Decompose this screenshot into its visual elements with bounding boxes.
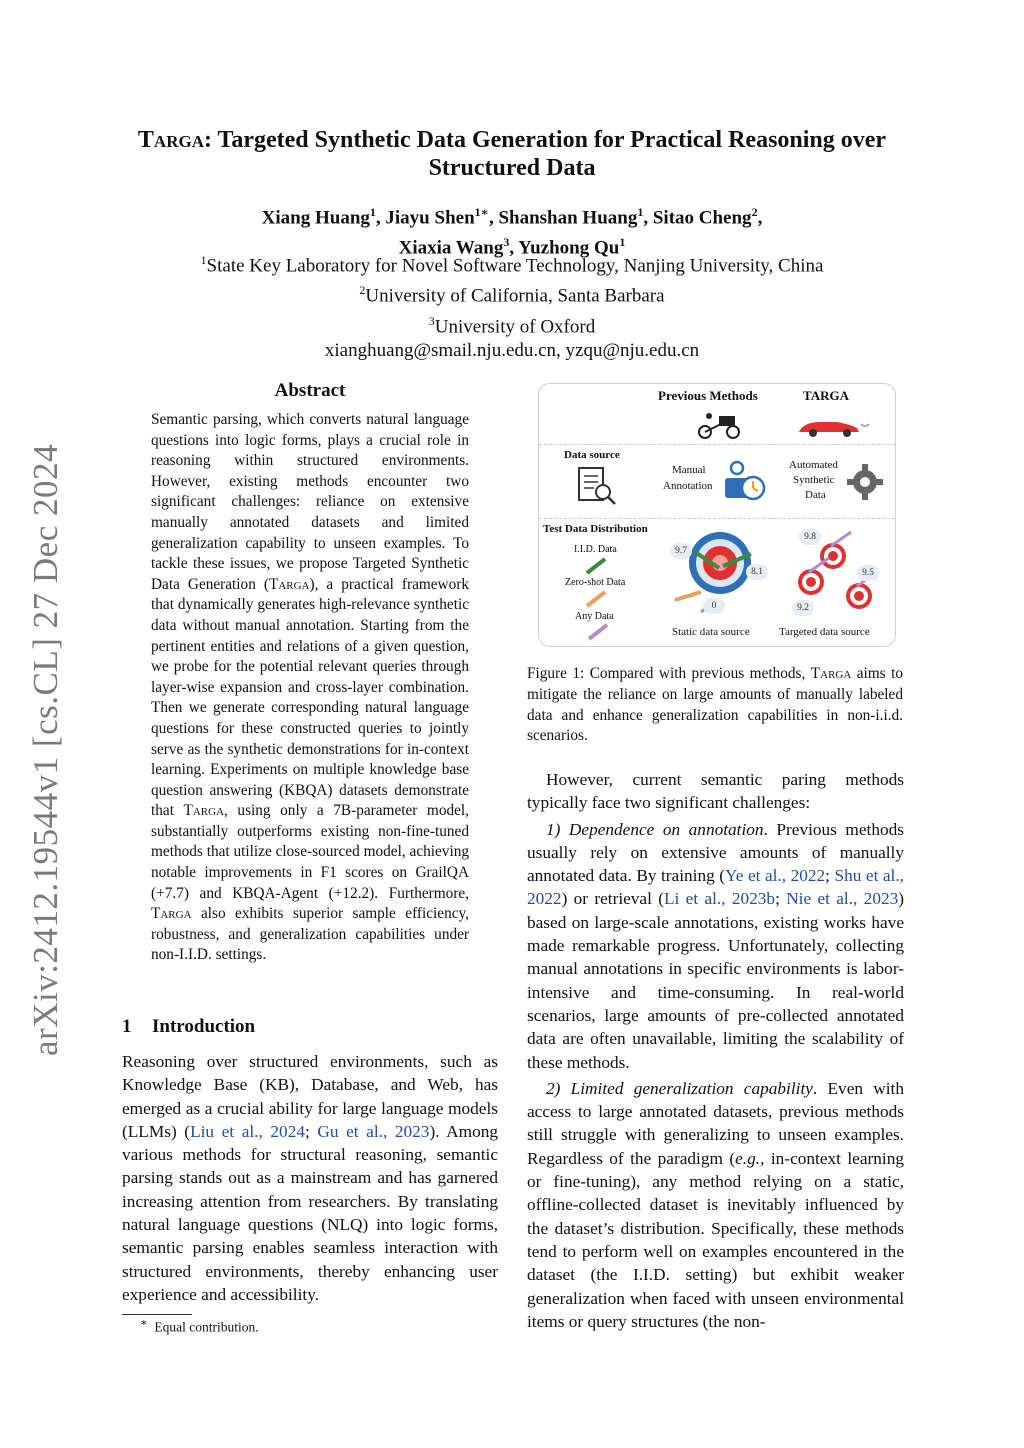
author-name: Jiayu Shen [385,207,475,229]
footnote-mark: ∗ [140,1317,148,1329]
author-list: Xiang Huang$^1$, Jiayu Shen$^{1∗}$, Shanshan Huang$^1$, Sitao Cheng$^2$, Xiaxia Wang$^3$, Yuzhong Qu$^1$ [261,205,763,259]
arrow-green-icon [585,557,607,575]
abstract-text [151,410,469,966]
author-name: Xiang Huang [261,207,370,229]
targeted-source-label: Targeted data source [779,626,870,638]
footnote-rule [122,1314,192,1315]
challenge-heading: 2) Limited generalization capability [546,1078,813,1098]
section-title: Introduction [152,1016,256,1037]
paragraph-text: e.g., [735,1148,765,1168]
citation-link[interactable]: Li et al., 2023b [663,889,776,909]
section-heading-introduction [122,1016,255,1038]
figure-1 [538,383,896,647]
figure-divider [539,444,895,445]
title-line2: Structured Data [428,155,596,181]
author-affil-mark: 1 [637,205,644,219]
affil-mark: 2 [359,283,366,298]
abstract-part: Semantic parsing, which converts natural language questions into logic forms, plays a crucial role in reasoning within structured environments. However, existing methods encounter two significant challenges: reliance on extensive manually annotated datasets and limited generalization capability to unseen examples. To tackle these issues, we propose Targeted Synthetic Data Generation ( [151,411,469,593]
score-targeted-zeroshot: 9.5 [857,565,879,581]
score-targeted-any: 9.2 [792,600,814,616]
abstract-part: also exhibits superior sample efficiency, robustness, and generalization capabilities under non-I.I.D. settings. [151,905,469,964]
right-column-text [527,768,904,1333]
document-search-icon [577,466,617,510]
manual-label-2: Annotation [663,480,713,492]
paragraph: However, current semantic paring methods typically face two significant challenges: [527,770,904,813]
abstract-part: , using only a 7B-parameter model, substantially outperforms existing non-fine-tuned methods that utilize close-sourced model, achieving notable improvements in F1 scores on GrailQA (+7.7) and KBQA-Agent (+12.2). Furthermore, [151,802,469,902]
author-name: Shanshan Huang [498,207,638,229]
auto-label-1: Automated [789,459,838,471]
figure-caption [527,664,903,747]
person-annotation-icon [723,458,769,506]
citation-link[interactable]: Liu et al., 2024 [190,1121,305,1141]
affil-mark: 1 [200,253,207,267]
citation-link[interactable]: Gu et al., 2023 [317,1121,430,1141]
arrow-purple-icon [587,623,609,641]
figure-row-data-source: Data source [564,449,620,461]
intro-text: ; [304,1121,318,1141]
author-name: Xiaxia Wang [398,237,504,259]
title-brand: Targa [137,127,204,153]
abstract-brand: Targa [151,905,192,923]
targeted-arrow-icon [807,556,831,576]
legend-zeroshot: Zero-shot Data [565,577,626,588]
figure-divider [539,518,895,519]
author-affil-mark: 1 [369,205,376,219]
author-name: Yuzhong Qu [518,237,620,259]
gear-icon [845,462,885,502]
intro-text: ). Among various methods for structural reasoning, semantic parsing stands out as a mainstream and has garnered increasing attention from researchers. By translating natural language questions (NLQ) into logic forms, semantic parsing enables seamless interaction with structured environments, thereby enhancing user experience and accessibility. [122,1121,498,1304]
legend-any: Any Data [575,611,614,622]
paper-title [110,126,914,182]
paragraph-text: ; [775,889,787,909]
section-number: 1 [122,1016,132,1037]
citation-link[interactable]: Shu et al., 2022 [527,866,904,909]
author-affil-mark: 1∗ [474,205,489,219]
paragraph-text: ) or retrieval ( [561,889,664,909]
figure-row-distribution: Test Data Distribution [543,523,648,535]
arxiv-stamp-text: arXiv:2412.19544v1 [cs.CL] 27 Dec 2024 [26,444,65,1056]
author-affil-mark: 3 [503,235,510,250]
affil-mark: 3 [428,313,435,328]
score-static-zeroshot: 8.1 [746,564,768,580]
abstract-part: ), a practical framework that dynamically generates high-relevance synthetic data without manual annotation. Starting from the pertinent entities and relations of a given question, we probe for the potential relevant queries through layer-wise expansion and cross-layer combination. Then we generate corresponding natural language questions for these constructed queries to jointly serve as the synthetic demonstrations for in-context learning. Experiments on multiple knowledge base question answering (KBQA) datasets demonstrate that [151,575,469,820]
paragraph-text: . Previous methods usually rely on extensive amounts of manually annotated data. By training ( [527,819,904,886]
auto-label-2: Synthetic [793,474,835,486]
paragraph-text: ) based on large-scale annotations, existing works have made remarkable progress. Unfortunately, collecting manual annotations in specific environments is labor-intensive and time-consuming. In real-world scenarios, large amounts of pre-collected annotated data are often unavailable, limiting the scalability of these methods. [527,889,905,1072]
manual-label-1: Manual [672,464,706,476]
legend-iid: I.I.D. Data [574,544,617,555]
arxiv-stamp [0,0,90,1448]
caption-text: Figure 1: Compared with previous methods, [527,665,811,682]
auto-label-3: Data [805,489,826,501]
title-line1: : Targeted Synthetic Data Generation for Practical Reasoning over [203,127,887,153]
paragraph [527,1077,904,1333]
footnote-text: Equal contribution. [154,1319,259,1335]
paragraph-text: . Even with access to large annotated datasets, previous methods still struggle with generalizing to unseen examples. Regardless of the paradigm ( [527,1078,904,1168]
introduction-paragraph [122,1050,498,1306]
author-emails: xianghuang@smail.nju.edu.cn, yzqu@nju.edu.cn [324,339,700,361]
abstract-heading: Abstract [274,380,346,401]
author-affil-mark: 2 [751,205,758,219]
arrow-orange-icon [585,590,607,608]
abstract-brand: Targa [183,802,225,820]
abstract-brand: Targa [268,575,310,593]
footnote [140,1316,259,1336]
figure-col-targa: TARGA [803,388,849,403]
affiliation-2: University of California, Santa Barbara [365,285,665,307]
targeted-arrow-icon [829,530,853,550]
affiliations [110,248,914,363]
score-static-any: 0 [703,598,725,614]
rickshaw-icon [697,412,741,440]
paragraph-text: ; [825,866,835,886]
affiliation-3: University of Oxford [434,315,596,337]
paragraph-text: in-context learning or fine-tuning), any method relying on a static, offline-collected dataset is inevitably influenced by the dataset’s distribution. Specifically, these methods tend to perform well on examples encountered in the dataset (the I.I.D. setting) but exhibit weaker generalization when faced with unseen environmental items or query structures (the non- [527,1148,904,1331]
sports-car-icon [797,416,871,438]
author-name: Sitao Cheng [652,207,752,229]
score-targeted-iid: 9.8 [799,529,821,545]
affiliation-1: State Key Laboratory for Novel Software Technology, Nanjing University, China [206,255,824,277]
static-source-label: Static data source [672,626,750,638]
score-static-iid: 9.7 [670,543,692,559]
citation-link[interactable]: Ye et al., 2022 [725,866,826,886]
caption-text: aims to mitigate the reliance on large amounts of manually labeled data and enhance generalization capabilities in non-i.i.d. scenarios. [527,665,903,745]
caption-brand: Targa [810,665,852,682]
citation-link[interactable]: Nie et al., 2023 [786,889,899,909]
figure-col-previous: Previous Methods [658,388,758,403]
author-affil-mark: 1 [619,235,626,250]
intro-text: Reasoning over structured environments, such as Knowledge Base (KB), Database, and Web, has emerged as a crucial ability for large language models (LLMs) ( [122,1052,498,1141]
challenge-heading: 1) Dependence on annotation [546,819,764,839]
paragraph [527,818,904,1074]
